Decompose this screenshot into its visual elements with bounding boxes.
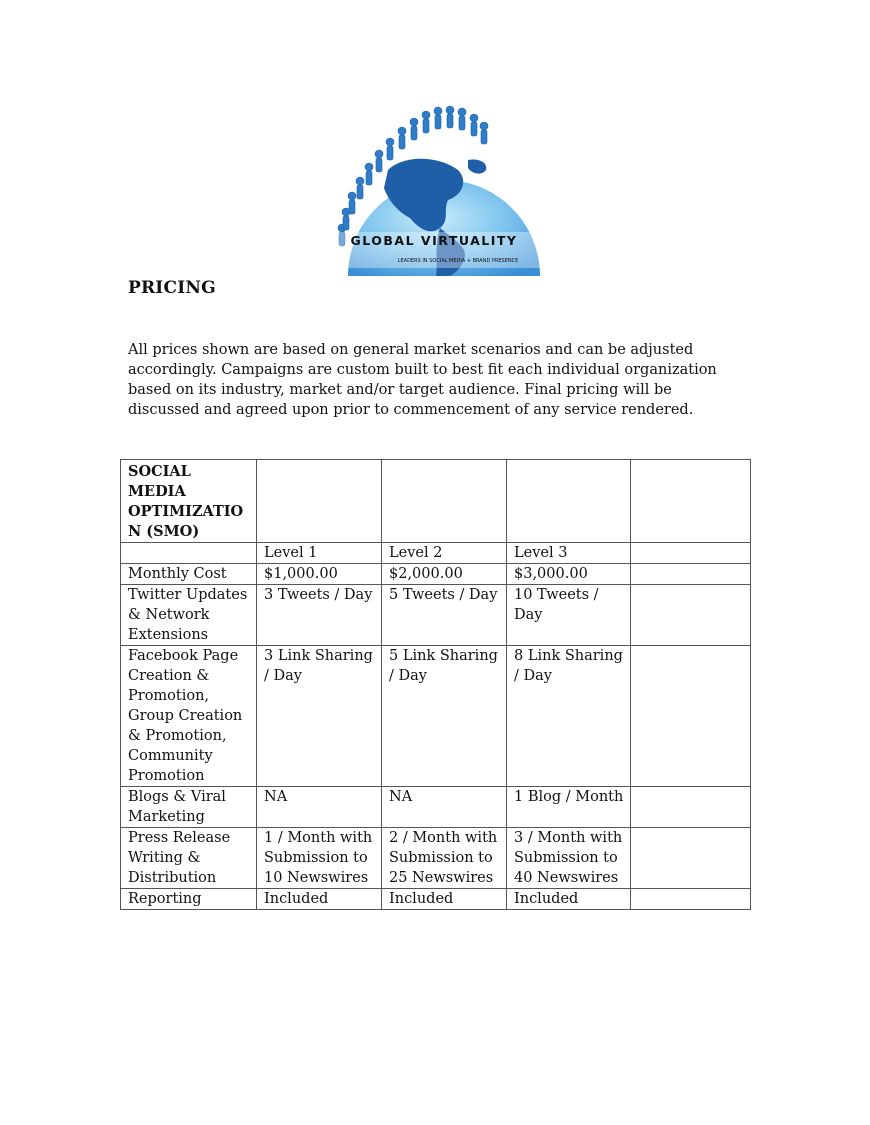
- table-cell: 10 Tweets / Day: [507, 585, 631, 646]
- table-cell: 8 Link Sharing / Day: [507, 646, 631, 787]
- table-row: [121, 646, 751, 787]
- table-row: [121, 564, 751, 585]
- intro-paragraph: All prices shown are based on general market scenarios and can be adjusted accordingly. Campaigns are custom built to best fit each individual organization based on its industry, market and/or target audience. Final pricing will be discussed and agreed upon prior to commencement of any service rendered.: [128, 342, 717, 418]
- table-cell: 3 Link Sharing / Day: [257, 646, 382, 787]
- level-3-header: Level 3: [507, 543, 631, 564]
- row-label: Press Release Writing & Distribution: [121, 828, 257, 889]
- table-cell: $3,000.00: [507, 564, 631, 585]
- table-row: [121, 787, 751, 828]
- table-cell: 1 / Month with Submission to 10 Newswires: [257, 828, 382, 889]
- table-cell: Included: [257, 889, 382, 910]
- table-row: [121, 585, 751, 646]
- table-cell: 3 / Month with Submission to 40 Newswires: [507, 828, 631, 889]
- global-virtuality-logo: [318, 100, 550, 276]
- table-cell: NA: [382, 787, 507, 828]
- table-cell: $2,000.00: [382, 564, 507, 585]
- level-2-header: Level 2: [382, 543, 507, 564]
- row-label: Monthly Cost: [121, 564, 257, 585]
- table-cell: Included: [382, 889, 507, 910]
- globe-people-icon: [318, 100, 550, 276]
- pricing-table: [120, 459, 751, 910]
- table-cell: NA: [257, 787, 382, 828]
- table-cell: 5 Link Sharing / Day: [382, 646, 507, 787]
- table-title-row: [121, 460, 751, 543]
- logo-tagline-text: LEADERS IN SOCIAL MEDIA + BRAND PRESENCE: [397, 258, 519, 264]
- level-1-header: Level 1: [257, 543, 382, 564]
- row-label: Facebook Page Creation & Promotion, Group Creation & Promotion, Community Promotion: [121, 646, 257, 787]
- row-label: Reporting: [121, 889, 257, 910]
- table-cell: 5 Tweets / Day: [382, 585, 507, 646]
- table-row: [121, 889, 751, 910]
- table-cell: 2 / Month with Submission to 25 Newswires: [382, 828, 507, 889]
- logo-brand-text: GLOBAL VIRTUALITY: [350, 233, 518, 248]
- table-title: SOCIAL MEDIA OPTIMIZATION (SMO): [121, 460, 257, 543]
- levels-header-row: [121, 543, 751, 564]
- row-label: Twitter Updates & Network Extensions: [121, 585, 257, 646]
- table-cell: 1 Blog / Month: [507, 787, 631, 828]
- table-cell: $1,000.00: [257, 564, 382, 585]
- page-title: PRICING: [128, 278, 216, 298]
- table-row: [121, 828, 751, 889]
- table-cell: 3 Tweets / Day: [257, 585, 382, 646]
- table-cell: Included: [507, 889, 631, 910]
- row-label: Blogs & Viral Marketing: [121, 787, 257, 828]
